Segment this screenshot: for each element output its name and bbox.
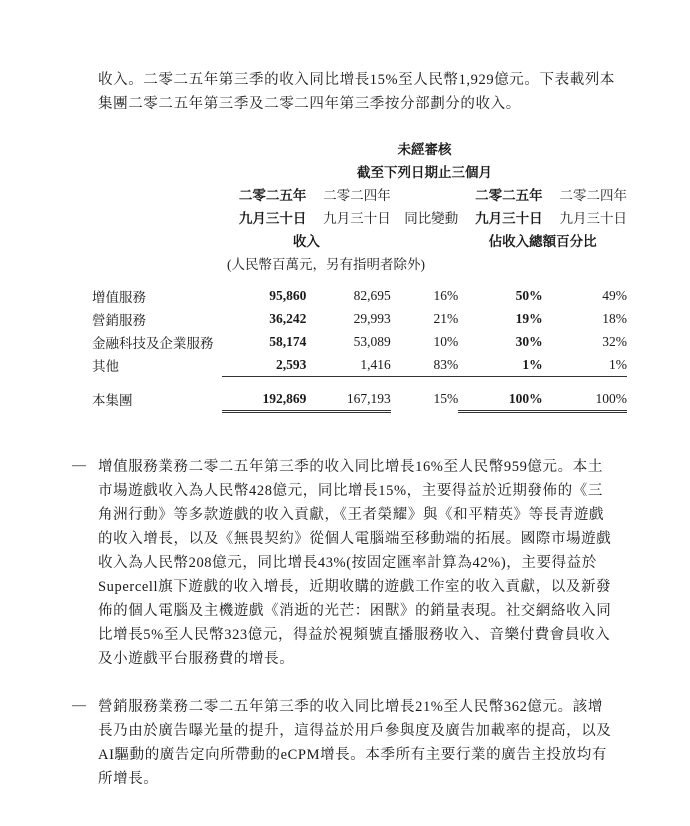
bullet-dash: — <box>72 698 86 713</box>
cell: 49% <box>602 287 627 303</box>
pct-header: 佔收入總額百分比 <box>488 233 597 249</box>
cell: 1% <box>458 353 542 377</box>
cell: 36,242 <box>269 310 307 326</box>
cell: 100% <box>458 377 542 412</box>
cell: 100% <box>543 377 627 412</box>
cell: 15% <box>433 391 459 407</box>
row-label: 增值服務 <box>92 289 146 305</box>
cell: 167,193 <box>306 377 390 412</box>
period-header: 截至下列日期止三個月 <box>357 164 492 180</box>
col-pct-year-2025: 二零二五年 <box>475 187 543 203</box>
unaudited-header: 未經審核 <box>397 141 452 157</box>
unit-note: (人民幣百萬元，另有指明者除外) <box>227 256 425 272</box>
bullet-dash: — <box>72 458 86 473</box>
row-label: 其他 <box>92 358 119 374</box>
intro-paragraph: 收入。二零二五年第三季的收入同比增長15%至人民幣1,929億元。下表載列本集團二零二五年第三季及二零二四年第三季按分部劃分的收入。 <box>98 72 616 112</box>
col-pct-date-2025: 九月三十日 <box>475 210 543 226</box>
cell: 19% <box>515 310 543 326</box>
cell: 50% <box>515 287 543 303</box>
cell: 192,869 <box>222 377 306 412</box>
col-year-2024: 二零二四年 <box>323 187 391 203</box>
cell: 58,174 <box>269 333 307 349</box>
cell: 1% <box>543 353 627 377</box>
cell: 1,416 <box>306 353 390 377</box>
marketing-paragraph: 營銷服務業務二零二五年第三季的收入同比增長21%至人民幣362億元。該增長乃由於廣告曝光量的提升，這得益於用戶參與度及廣告加載率的提高，以及AI驅動的廣告定向所帶動的eCPM增長。本季所有主要行業的廣告主投放均有所增長。 <box>98 699 612 787</box>
row-label: 本集團 <box>92 393 133 408</box>
col-date-2024: 九月三十日 <box>323 210 391 226</box>
cell: 16% <box>433 287 459 303</box>
table-total-row <box>92 377 627 412</box>
row-label: 營銷服務 <box>92 312 146 328</box>
cell: 32% <box>602 333 627 349</box>
col-date-2025: 九月三十日 <box>238 210 307 226</box>
cell: 29,993 <box>353 310 391 326</box>
col-pct-year-2024: 二零二四年 <box>559 187 627 203</box>
cell: 82,695 <box>353 287 391 303</box>
col-yoy: 同比變動 <box>404 210 459 226</box>
cell: 95,860 <box>269 287 307 303</box>
cell: 10% <box>433 333 459 349</box>
row-label: 金融科技及企業服務 <box>92 335 214 351</box>
table-row <box>92 284 627 307</box>
cell: 30% <box>515 333 543 349</box>
cell: 2,593 <box>222 353 306 377</box>
col-pct-date-2024: 九月三十日 <box>559 210 627 226</box>
revenue-header: 收入 <box>292 233 320 249</box>
cell: 21% <box>433 310 459 326</box>
cell: 18% <box>602 310 627 326</box>
table-row <box>92 353 627 377</box>
col-year-2025: 二零二五年 <box>238 187 307 203</box>
table-row <box>92 330 627 353</box>
segment-revenue-table <box>92 136 627 413</box>
cell: 53,089 <box>353 333 391 349</box>
cell: 83% <box>391 353 459 377</box>
vas-paragraph: 增值服務業務二零二五年第三季的收入同比增長16%至人民幣959億元。本土市場遊戲收入為人民幣428億元，同比增長15%，主要得益於近期發佈的《三角洲行動》等多款遊戲的收入貢獻，《王者榮耀》與《和平精英》等長青遊戲的收入增長，以及《無畏契約》從個人電腦端至移動端的拓展。國際市場遊戲收入為人民幣208億元，同比增長43%(按固定匯率計算為42%)，主要得益於Supercell旗下遊戲的收入增長，近期收購的遊戲工作室的收入貢獻，以及新發佈的個人電腦及主機遊戲《消逝的光芒：困獸》的銷量表現。社交網絡收入同比增長5%至人民幣323億元，得益於視頻號直播服務收入、音樂付費會員收入及小遊戲平台服務費的增長。 <box>98 459 612 667</box>
table-row <box>92 307 627 330</box>
